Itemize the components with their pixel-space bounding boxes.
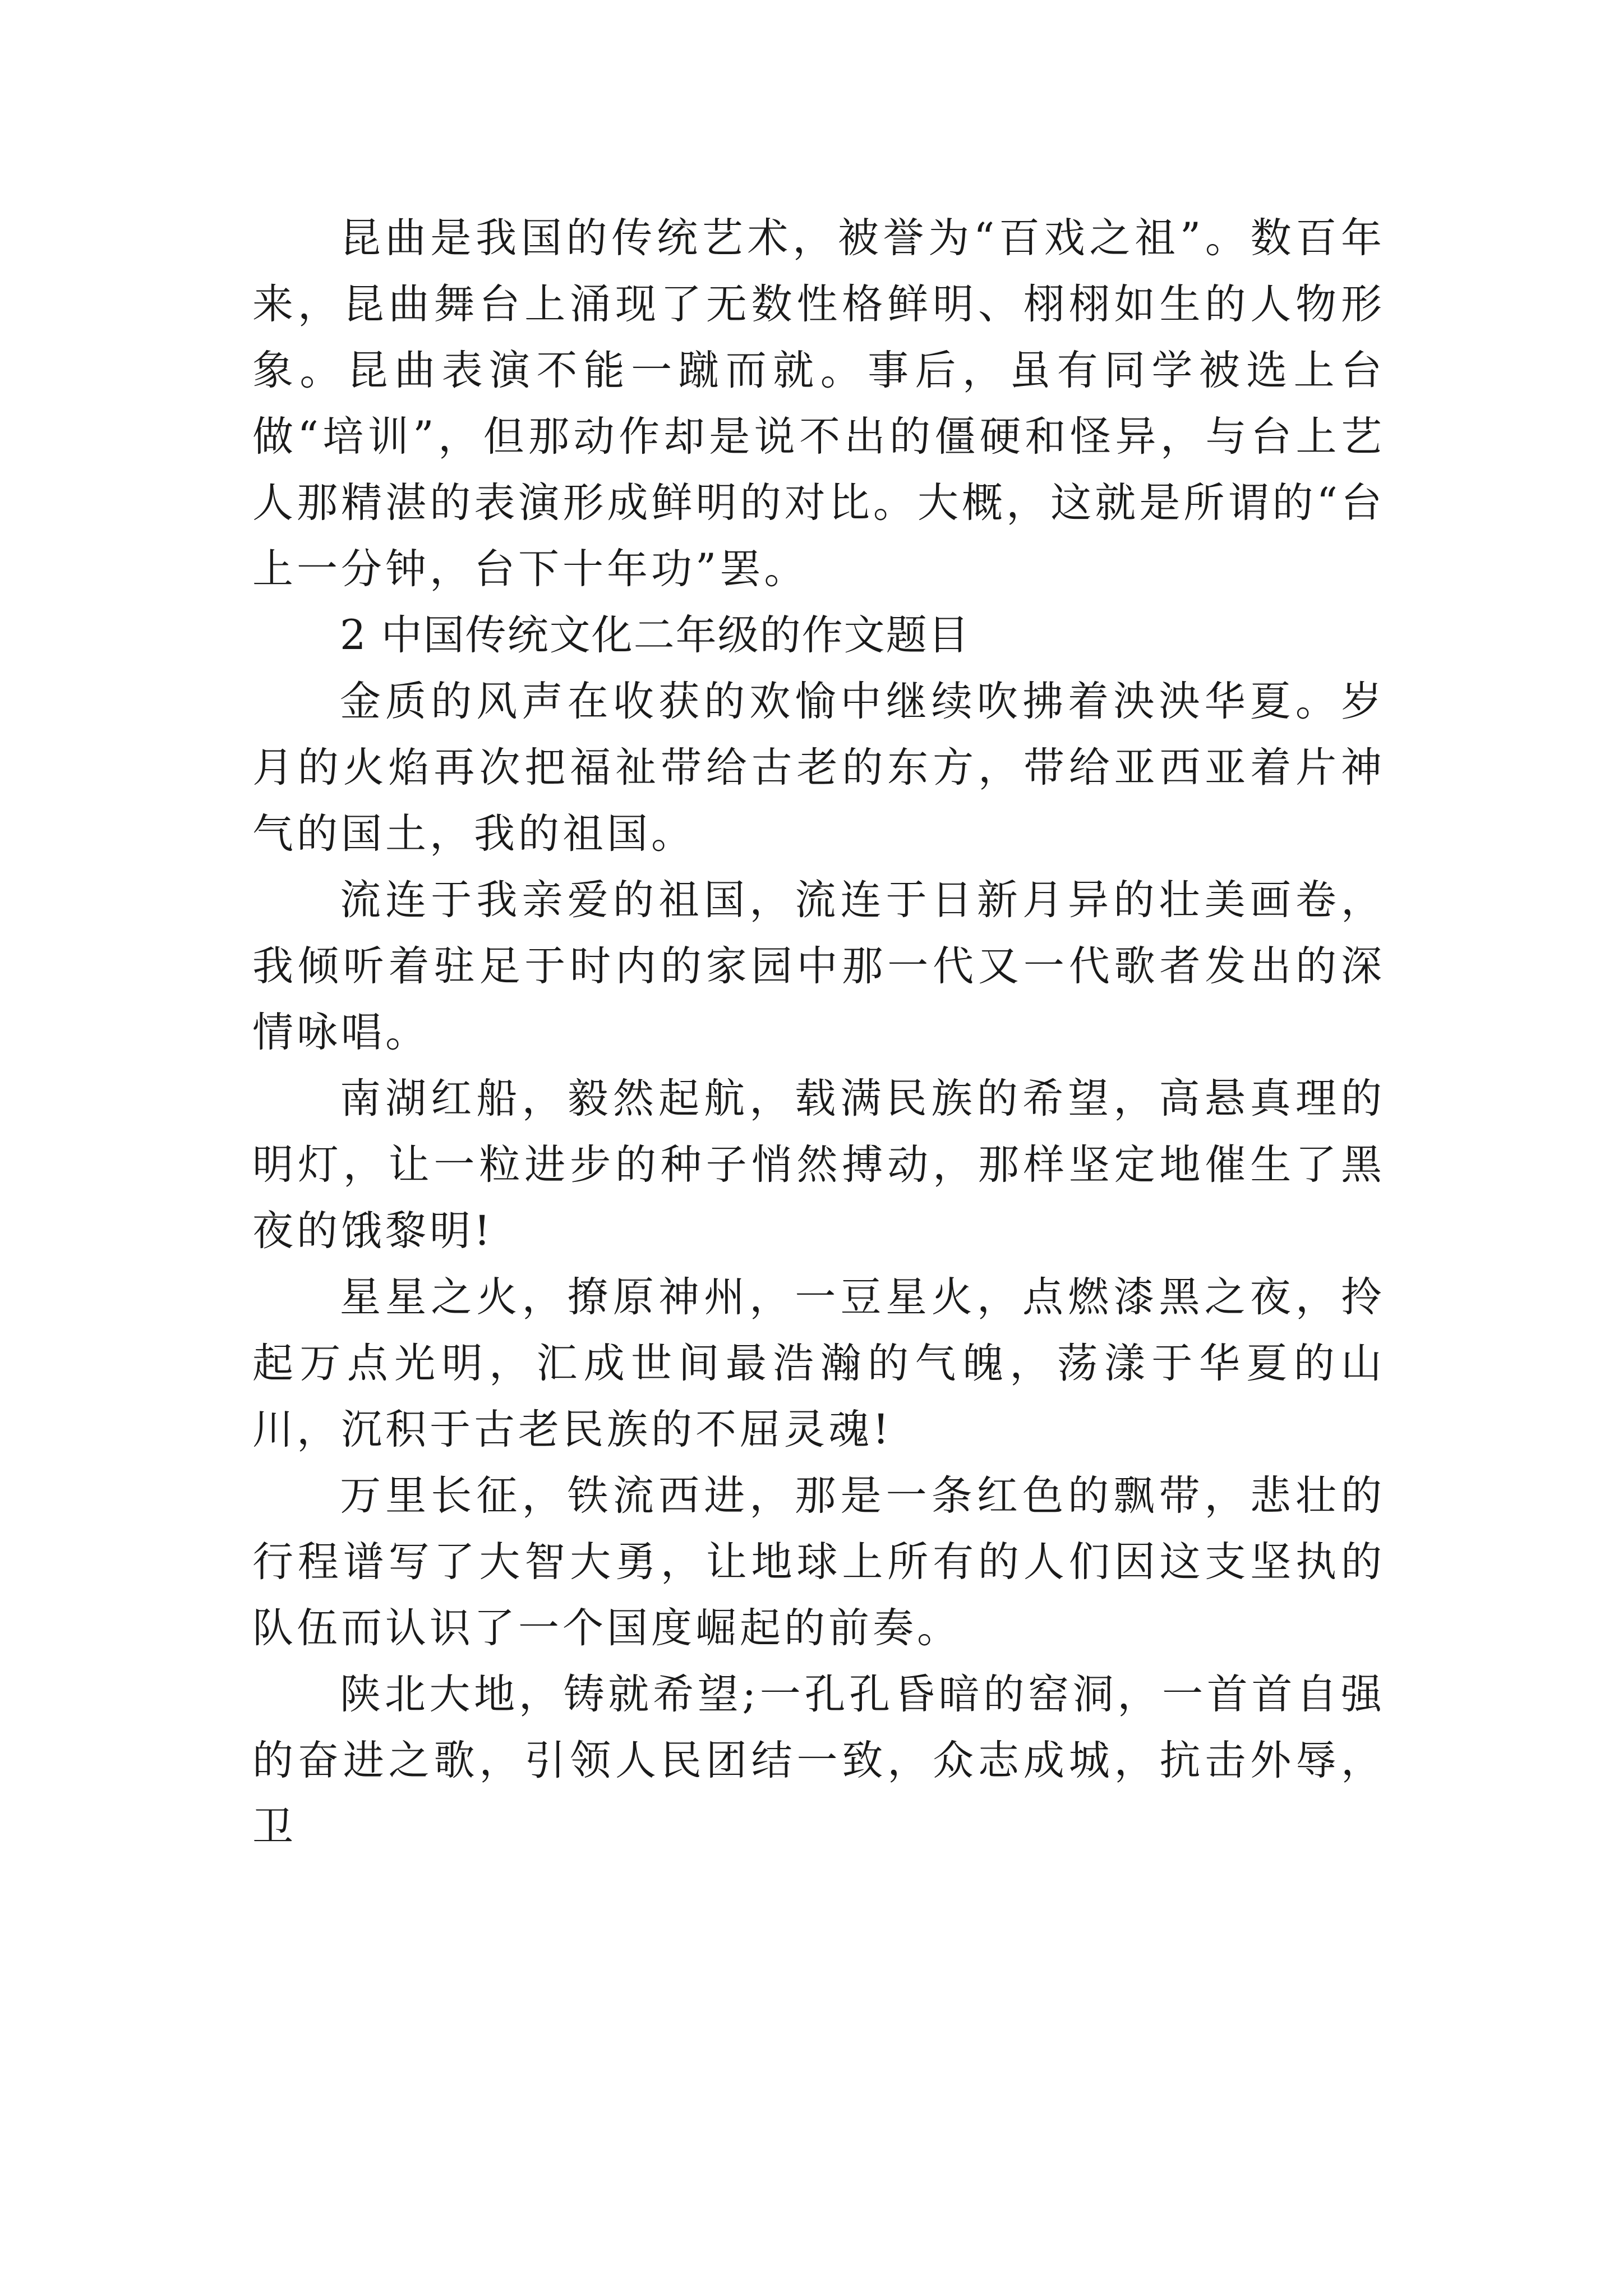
paragraph-spark: 星星之火，撩原神州，一豆星火，点燃漆黑之夜，拎起万点光明，汇成世间最浩瀚的气魄，荡漾于华夏的山川，沉积于古老民族的不屈灵魂!	[252, 1273, 1385, 1453]
paragraph-kunqu: 昆曲是我国的传统艺术，被誉为“百戏之祖”。数百年来，昆曲舞台上涌现了无数性格鲜明、栩栩如生的人物形象。昆曲表演不能一蹴而就。事后，虽有同学被选上台做“培训”，但那动作却是说不出的僵硬和怪异，与台上艺人那精湛的表演形成鲜明的对比。大概，这就是所谓的“台上一分钟，台下十年功”罢。	[252, 214, 1385, 593]
paragraph-red-boat: 南湖红船，毅然起航，载满民族的希望，高悬真理的明灯，让一粒进步的种子悄然搏动，那样坚定地催生了黑夜的饿黎明!	[252, 1075, 1385, 1255]
paragraph-golden-wind: 金质的风声在收获的欢愉中继续吹拂着泱泱华夏。岁月的火焰再次把福祉带给古老的东方，带给亚西亚着片神气的国土，我的祖国。	[252, 678, 1385, 858]
paragraph-linger: 流连于我亲爱的祖国，流连于日新月异的壮美画卷，我倾听着驻足于时内的家园中那一代又一代歌者发出的深情咏唱。	[252, 876, 1385, 1056]
paragraph-long-march: 万里长征，铁流西进，那是一条红色的飘带，悲壮的行程谱写了大智大勇，让地球上所有的人们因这支坚执的队伍而认识了一个国度崛起的前奏。	[252, 1472, 1385, 1652]
paragraph-shaanbei: 陕北大地，铸就希望;一孔孔昏暗的窑洞，一首首自强的奋进之歌，引领人民团结一致，众志成城，抗击外辱，卫	[252, 1671, 1385, 1851]
document-body	[252, 205, 1385, 1860]
section-heading: 2 中国传统文化二年级的作文题目	[340, 611, 970, 659]
